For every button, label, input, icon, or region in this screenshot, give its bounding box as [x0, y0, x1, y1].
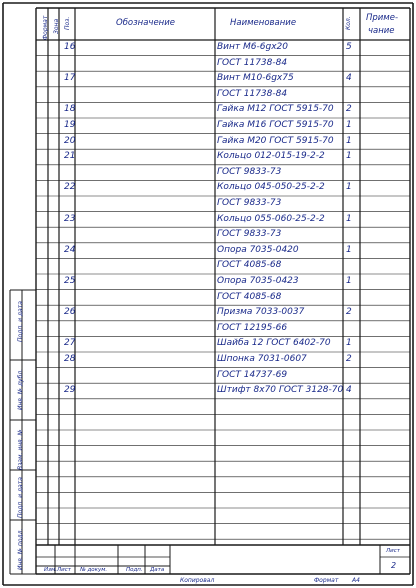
header-designation: Обозначение: [116, 18, 175, 28]
row-name: ГОСТ 9833-73: [217, 166, 282, 177]
row-position: 27: [64, 338, 76, 349]
side-label-sign-date-2: Подп. и дата: [17, 477, 24, 518]
row-name: ГОСТ 14737-69: [217, 369, 288, 380]
row-name: ГОСТ 11738-84: [217, 88, 288, 99]
stamp-doc: № докум.: [80, 567, 108, 573]
header-note-line1: Приме-: [366, 13, 399, 23]
row-name: Штифт 8х70 ГОСТ 3128-70: [217, 385, 344, 396]
row-position: 23: [64, 213, 76, 224]
stamp-sheet-number: 2: [391, 561, 397, 570]
row-quantity: 2: [346, 354, 352, 364]
row-name: ГОСТ 11738-84: [217, 57, 288, 68]
row-position: 24: [64, 244, 76, 255]
row-position: 28: [64, 354, 76, 364]
row-name: Шпонка 7031-0607: [217, 354, 307, 364]
row-name: Кольцо 055-060-25-2-2: [217, 213, 325, 224]
row-quantity: 2: [346, 104, 352, 115]
row-position: 21: [64, 151, 76, 162]
row-name: ГОСТ 12195-66: [217, 322, 288, 333]
header-pos: Поз.: [64, 16, 71, 30]
row-name: Гайка М20 ГОСТ 5915-70: [217, 135, 334, 146]
row-position: 19: [64, 120, 76, 130]
row-name: Призма 7033-0037: [217, 307, 305, 318]
row-position: 26: [64, 307, 76, 318]
header-qty: Кол.: [345, 16, 352, 30]
row-quantity: 4: [346, 73, 352, 84]
row-quantity: 4: [346, 385, 352, 396]
row-position: 22: [64, 182, 76, 193]
row-position: 20: [64, 135, 76, 146]
row-name: ГОСТ 4085-68: [217, 291, 282, 302]
row-quantity: 1: [346, 276, 352, 286]
row-name: ГОСТ 9833-73: [217, 229, 282, 240]
stamp-date: Дата: [150, 567, 165, 573]
footer-format-value: А4: [352, 577, 360, 584]
row-quantity: 2: [346, 307, 352, 318]
header-zone: Зона: [53, 18, 60, 34]
row-quantity: 5: [346, 42, 352, 52]
row-name: ГОСТ 9833-73: [217, 198, 282, 208]
side-label-sign-date-1: Подп. и дата: [17, 301, 24, 342]
row-quantity: 1: [346, 135, 352, 146]
row-name: Опора 7035-0420: [217, 244, 299, 255]
footer-copied: Копировал: [180, 577, 215, 584]
row-name: ГОСТ 4085-68: [217, 260, 282, 271]
row-position: 17: [64, 73, 76, 84]
footer-format-label: Формат: [314, 577, 339, 584]
row-quantity: 1: [346, 213, 352, 224]
row-name: Кольцо 045-050-25-2-2: [217, 182, 325, 193]
stamp-sheet-label: Лист: [386, 548, 400, 554]
row-position: 25: [64, 276, 76, 286]
stamp-sign: Подп.: [126, 567, 143, 573]
header-note-line2: чание: [368, 26, 395, 36]
row-name: Гайка М12 ГОСТ 5915-70: [217, 104, 334, 115]
row-name: Гайка М16 ГОСТ 5915-70: [217, 120, 334, 130]
row-name: Винт М10-6gх75: [217, 73, 294, 84]
side-label-vzam-inv: Взам. инв. №: [17, 429, 24, 470]
side-label-inv-podl: Инв. № подл.: [17, 528, 24, 570]
row-name: Шайба 12 ГОСТ 6402-70: [217, 338, 331, 349]
row-quantity: 1: [346, 182, 352, 193]
header-name: Наименование: [230, 18, 297, 28]
header-format: Формат: [42, 15, 49, 40]
row-name: Винт М6-6gх20: [217, 42, 288, 52]
row-quantity: 1: [346, 244, 352, 255]
stamp-list: Лист: [57, 567, 71, 573]
row-quantity: 1: [346, 151, 352, 162]
row-position: 29: [64, 385, 76, 396]
row-quantity: 1: [346, 338, 352, 349]
row-position: 18: [64, 104, 76, 115]
row-name: Опора 7035-0423: [217, 276, 299, 286]
row-position: 16: [64, 42, 76, 52]
side-label-inv-dubl: Инв. № дубл.: [17, 368, 24, 410]
row-quantity: 1: [346, 120, 352, 130]
row-name: Кольцо 012-015-19-2-2: [217, 151, 325, 162]
stamp-izm: Изм.: [44, 567, 57, 573]
